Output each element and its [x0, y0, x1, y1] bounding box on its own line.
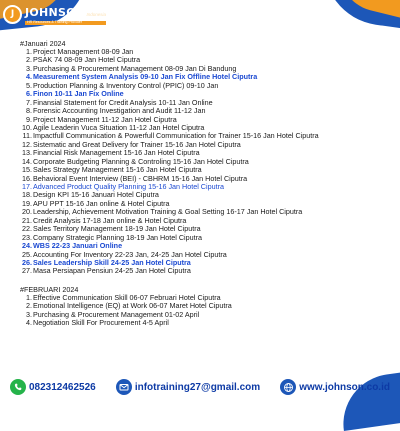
- item-number: 22.: [22, 224, 32, 234]
- item-number: 4.: [26, 72, 32, 82]
- contact-footer: [10, 376, 390, 398]
- item-text: Agile Leaderin Vuca Situation 11-12 Jan Hotel Ciputra: [33, 122, 205, 132]
- email-address[interactable]: infotraining27@gmail.com: [134, 381, 261, 393]
- item-number: 9.: [26, 114, 32, 124]
- item-number: 15.: [22, 165, 32, 175]
- item-number: 12.: [22, 139, 32, 149]
- item-text: Emotional Intelligence (EQ) at Work 06-07 Maret Hotel Ciputra: [33, 301, 232, 311]
- item-text: Project Management 08-09 Jan: [33, 47, 134, 56]
- item-number: 19.: [22, 198, 32, 208]
- email-icon: [116, 379, 132, 395]
- item-text: Company Strategic Planning 18-19 Jan Hotel Ciputra: [33, 232, 203, 242]
- item-text: Financial Risk Management 15-16 Jan Hotel Ciputra: [33, 148, 200, 158]
- item-text: Sales Strategy Management 15-16 Jan Hotel Ciputra: [33, 165, 202, 175]
- january-section-title: #Januari 2024: [20, 39, 66, 48]
- item-text: Finon 10-11 Jan Fix Online: [33, 89, 124, 99]
- website-url[interactable]: www.johnson.co.id: [299, 381, 390, 393]
- globe-icon: [280, 379, 296, 395]
- item-number: 14.: [22, 156, 32, 166]
- item-text: Sistematic and Great Delivery for Trainer 15-16 Jan Hotel Ciputra: [33, 139, 241, 149]
- item-number: 2.: [26, 301, 32, 311]
- item-number: 7.: [26, 97, 32, 107]
- item-text: Production Planning & Inventory Control (PPIC) 09-10 Jan: [33, 80, 219, 90]
- item-text: Measurement System Analysis 09-10 Jan Fix Offline Hotel Ciputra: [33, 72, 258, 82]
- email-contact[interactable]: [116, 379, 260, 395]
- item-number: 4.: [26, 318, 32, 328]
- item-text: Accounting For Inventory 22-23 Jan, 24-25 Jan Hotel Ciputra: [33, 249, 227, 259]
- item-text: Corporate Budgeting Planning & Controling 15-16 Jan Hotel Ciputra: [33, 156, 249, 166]
- item-number: 21.: [22, 215, 32, 225]
- item-text: Behavioral Event Interview (BEI) - CBHRM 15-16 Jan Hotel Ciputra: [33, 173, 248, 183]
- item-number: 6.: [26, 89, 32, 99]
- item-number: 27.: [22, 266, 32, 276]
- item-text: WBS 22-23 Januari Online: [33, 241, 123, 251]
- item-number: 11.: [22, 131, 32, 141]
- item-number: 16.: [22, 173, 32, 183]
- item-number: 1.: [26, 47, 32, 56]
- item-number: 3.: [26, 63, 32, 73]
- january-training-list: [20, 48, 382, 276]
- brand-suffix: Indonesia: [86, 12, 106, 17]
- item-text: Sales Leadership Skill 24-25 Jan Hotel Ciputra: [33, 257, 191, 267]
- training-item: [20, 267, 382, 275]
- item-number: 3.: [26, 309, 32, 319]
- item-text: Advanced Product Quality Planning 15-16 Jan Hotel Ciputra: [33, 182, 224, 191]
- item-number: 17.: [22, 182, 32, 191]
- brand-name: JOHNSON: [25, 6, 86, 19]
- schedule-content: [20, 39, 382, 328]
- item-number: 20.: [22, 207, 32, 217]
- brand-tagline: HR Resources & Training Provider: [25, 21, 106, 25]
- item-text: Purchasing & Procurement Management 08-09 Jan Di Bandung: [33, 63, 237, 73]
- item-text: Design KPI 15-16 Januari Hotel Ciputra: [33, 190, 159, 200]
- website-contact[interactable]: [280, 379, 390, 395]
- training-item: [20, 319, 382, 327]
- item-text: Project Management 11-12 Jan Hotel Ciputra: [33, 114, 177, 124]
- item-text: Impactfull Communication & Powerfull Communication for Trainer 15-16 Jan Hotel Ciputra: [33, 131, 319, 141]
- item-number: 2.: [26, 55, 32, 65]
- item-text: Masa Persiapan Pensiun 24-25 Jan Hotel Ciputra: [33, 266, 191, 276]
- item-number: 13.: [22, 148, 32, 158]
- item-text: APU PPT 15-16 Jan online & Hotel Ciputra: [33, 198, 170, 208]
- item-number: 10.: [22, 122, 32, 132]
- item-number: 24.: [22, 241, 32, 251]
- item-text: Finansial Statement for Credit Analysis 10-11 Jan Online: [33, 97, 213, 107]
- logo-badge-icon: [3, 5, 22, 24]
- item-text: Credit Analysis 17-18 Jan online & Hotel Ciputra: [33, 215, 187, 225]
- item-text: Leadership, Achievement Motivation Training & Goal Setting 16-17 Jan Hotel Ciputra: [33, 207, 303, 217]
- phone-contact[interactable]: [10, 379, 96, 395]
- item-text: Effective Communication Skill 06-07 Februari Hotel Ciputra: [33, 292, 221, 302]
- item-number: 5.: [26, 80, 32, 90]
- item-text: Sales Territory Management 18-19 Jan Hotel Ciputra: [33, 224, 201, 234]
- february-section-title: #FEBRUARI 2024: [20, 284, 79, 294]
- item-text: Forensic Accounting Investigation and Audit 11-12 Jan: [33, 106, 206, 116]
- item-number: 25.: [22, 249, 32, 259]
- logo-letter: J: [10, 9, 15, 20]
- item-text: PSAK 74 08-09 Jan Hotel Ciputra: [33, 55, 141, 65]
- item-number: 18.: [22, 190, 32, 200]
- february-training-list: [20, 294, 382, 328]
- logo-text: [25, 4, 106, 25]
- whatsapp-icon: [10, 379, 26, 395]
- item-number: 26.: [22, 257, 32, 267]
- phone-number[interactable]: 082312462526: [29, 381, 96, 393]
- brand-logo: [3, 4, 106, 25]
- section-spacer: [20, 276, 382, 285]
- item-text: Purchasing & Procurement Management 01-02 April: [33, 309, 200, 319]
- item-number: 23.: [22, 232, 32, 242]
- item-text: Negotiation Skill For Procurement 4-5 April: [33, 318, 169, 328]
- item-number: 8.: [26, 106, 32, 116]
- item-number: 1.: [26, 292, 32, 302]
